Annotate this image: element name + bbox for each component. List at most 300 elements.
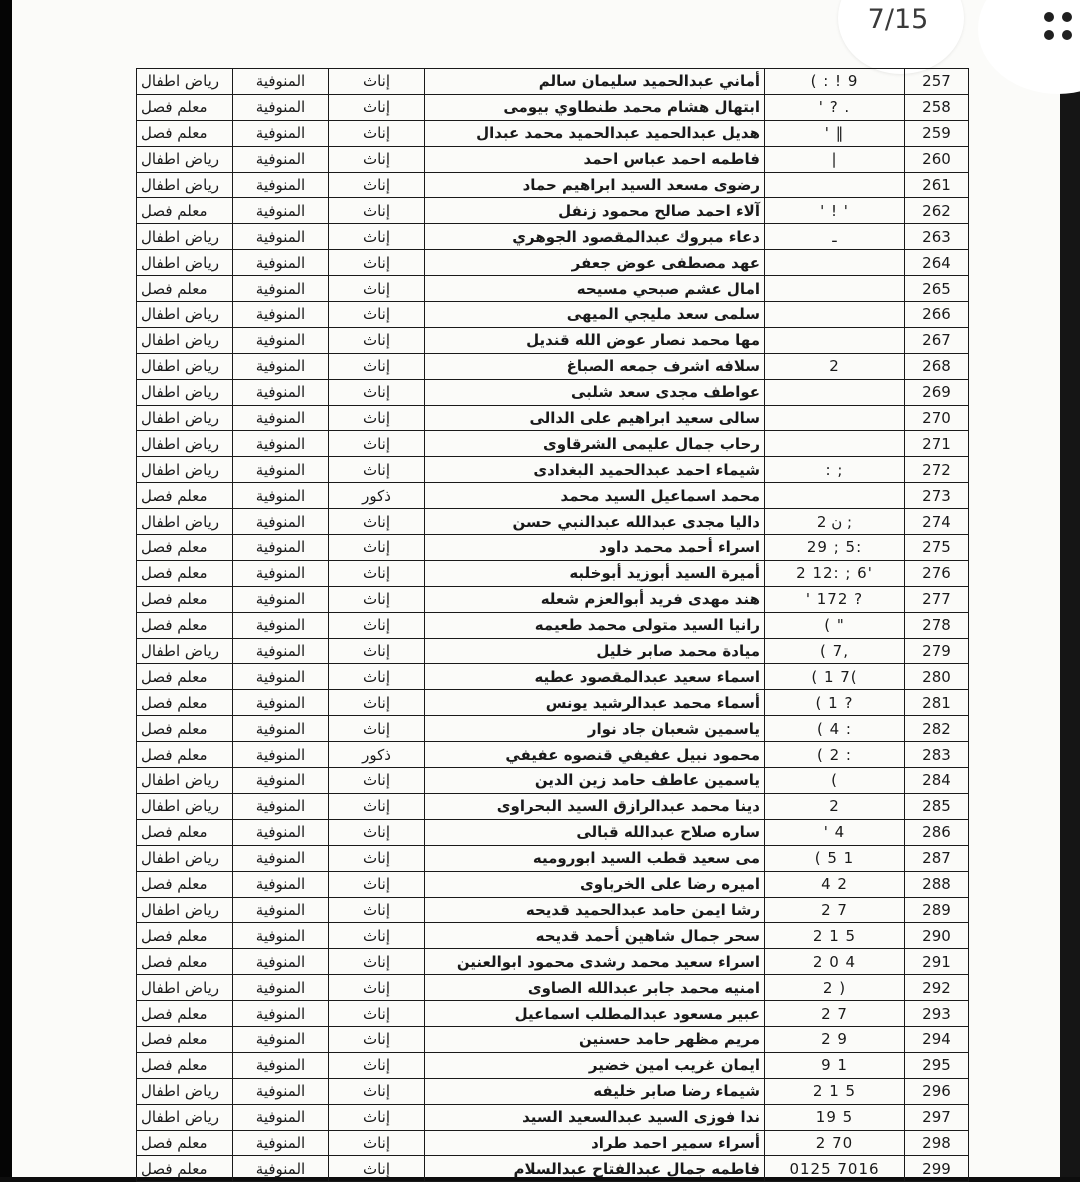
gender-cell: إناث [329,897,425,923]
row-number-cell: 270 [905,405,969,431]
row-number-cell: 295 [905,1052,969,1078]
table-row [137,327,969,353]
national-id-cell: ( [765,768,905,794]
governorate-cell: المنوفية [233,457,329,483]
governorate-cell: المنوفية [233,276,329,302]
job-cell: معلم فصل [137,949,233,975]
governorate-cell: المنوفية [233,1026,329,1052]
table-row [137,664,969,690]
row-number-cell: 267 [905,327,969,353]
table-row [137,1052,969,1078]
table-row [137,69,969,95]
job-cell: معلم فصل [137,535,233,561]
name-cell: هند مهدى فريد أبوالعزم شعله [425,586,765,612]
national-id-cell: ( 1 ? [765,690,905,716]
job-cell: رياض اطفال [137,431,233,457]
row-number-cell: 283 [905,742,969,768]
national-id-cell [765,483,905,509]
gender-cell: إناث [329,923,425,949]
name-cell: عبير مسعود عبدالمطلب اسماعيل [425,1001,765,1027]
job-cell: معلم فصل [137,94,233,120]
national-id-cell: 2 12: ; 6' [765,560,905,586]
table-row [137,431,969,457]
gender-cell: إناث [329,768,425,794]
governorate-cell: المنوفية [233,120,329,146]
row-number-cell: 260 [905,146,969,172]
table-row [137,742,969,768]
gender-cell: إناث [329,405,425,431]
job-cell: رياض اطفال [137,897,233,923]
table-row [137,845,969,871]
table-row [137,612,969,638]
more-options-icon[interactable] [1040,10,1076,46]
job-cell: رياض اطفال [137,250,233,276]
table-row [137,276,969,302]
national-id-cell: 2 1 5 [765,1078,905,1104]
governorate-cell: المنوفية [233,586,329,612]
job-cell: معلم فصل [137,1001,233,1027]
governorate-cell: المنوفية [233,509,329,535]
national-id-cell: 4 2 [765,871,905,897]
table-row [137,871,969,897]
job-cell: معلم فصل [137,716,233,742]
name-cell: محمد اسماعيل السيد محمد [425,483,765,509]
governorate-cell: المنوفية [233,198,329,224]
national-id-cell: 9 1 [765,1052,905,1078]
job-cell: رياض اطفال [137,509,233,535]
gender-cell: إناث [329,69,425,95]
row-number-cell: 263 [905,224,969,250]
job-cell: رياض اطفال [137,379,233,405]
gender-cell: إناث [329,1104,425,1130]
table-row [137,638,969,664]
job-cell: معلم فصل [137,483,233,509]
job-cell: رياض اطفال [137,1078,233,1104]
name-cell: مى سعيد قطب السيد ابوروميه [425,845,765,871]
row-number-cell: 278 [905,612,969,638]
name-cell: دينا محمد عبدالرازق السيد البحراوى [425,793,765,819]
national-id-cell: ' 172 ? [765,586,905,612]
governorate-cell: المنوفية [233,250,329,276]
gender-cell: إناث [329,690,425,716]
table-row [137,250,969,276]
gender-cell: إناث [329,1078,425,1104]
job-cell: معلم فصل [137,1156,233,1182]
national-id-cell [765,250,905,276]
governorate-cell: المنوفية [233,353,329,379]
job-cell: معلم فصل [137,690,233,716]
row-number-cell: 277 [905,586,969,612]
table-row [137,94,969,120]
row-number-cell: 257 [905,69,969,95]
job-cell: معلم فصل [137,560,233,586]
job-cell: معلم فصل [137,664,233,690]
governorate-cell: المنوفية [233,405,329,431]
gender-cell: إناث [329,276,425,302]
roster-table [136,68,969,1182]
table-row [137,1001,969,1027]
row-number-cell: 258 [905,94,969,120]
row-number-cell: 289 [905,897,969,923]
national-id-cell [765,327,905,353]
governorate-cell: المنوفية [233,949,329,975]
name-cell: أميرة السيد أبوزيد أبوخلبه [425,560,765,586]
table-row [137,1026,969,1052]
governorate-cell: المنوفية [233,975,329,1001]
national-id-cell [765,172,905,198]
row-number-cell: 280 [905,664,969,690]
gender-cell: إناث [329,975,425,1001]
name-cell: سحر جمال شاهين أحمد قديحه [425,923,765,949]
governorate-cell: المنوفية [233,793,329,819]
row-number-cell: 272 [905,457,969,483]
job-cell: معلم فصل [137,586,233,612]
row-number-cell: 274 [905,509,969,535]
job-cell: رياض اطفال [137,1104,233,1130]
table-row [137,690,969,716]
name-cell: امال عشم صبحي مسيحه [425,276,765,302]
viewer-right-edge [1060,90,1080,1177]
job-cell: رياض اطفال [137,327,233,353]
name-cell: أسماء محمد عبدالرشيد يونس [425,690,765,716]
job-cell: رياض اطفال [137,457,233,483]
job-cell: معلم فصل [137,1130,233,1156]
gender-cell: إناث [329,560,425,586]
table-row [137,1078,969,1104]
table-row [137,457,969,483]
row-number-cell: 264 [905,250,969,276]
national-id-cell [765,379,905,405]
row-number-cell: 290 [905,923,969,949]
table-row [137,793,969,819]
row-number-cell: 293 [905,1001,969,1027]
name-cell: سلافه اشرف جمعه الصباغ [425,353,765,379]
page-indicator: 7/15 [867,4,929,35]
row-number-cell: 298 [905,1130,969,1156]
row-number-cell: 279 [905,638,969,664]
national-id-cell [765,302,905,328]
name-cell: امنيه محمد جابر عبدالله الصاوى [425,975,765,1001]
gender-cell: ذكور [329,483,425,509]
national-id-cell: ' ‖ [765,120,905,146]
gender-cell: إناث [329,509,425,535]
table-row [137,146,969,172]
name-cell: دعاء مبروك عبدالمقصود الجوهري [425,224,765,250]
national-id-cell: 2 [765,353,905,379]
national-id-cell: 2 ) [765,975,905,1001]
name-cell: محمود نبيل عفيفي قنصوه عفيفي [425,742,765,768]
table-row [137,302,969,328]
gender-cell: إناث [329,586,425,612]
governorate-cell: المنوفية [233,768,329,794]
governorate-cell: المنوفية [233,69,329,95]
national-id-cell: ' ! ' [765,198,905,224]
gender-cell: إناث [329,120,425,146]
governorate-cell: المنوفية [233,1078,329,1104]
governorate-cell: المنوفية [233,94,329,120]
governorate-cell: المنوفية [233,1130,329,1156]
national-id-cell: 2 7 [765,1001,905,1027]
national-id-cell: 2 70 [765,1130,905,1156]
row-number-cell: 285 [905,793,969,819]
gender-cell: إناث [329,224,425,250]
row-number-cell: 287 [905,845,969,871]
gender-cell: إناث [329,94,425,120]
governorate-cell: المنوفية [233,664,329,690]
job-cell: رياض اطفال [137,638,233,664]
governorate-cell: المنوفية [233,1001,329,1027]
table-row [137,353,969,379]
table-row [137,172,969,198]
national-id-cell: 0125 7016 [765,1156,905,1182]
governorate-cell: المنوفية [233,742,329,768]
job-cell: معلم فصل [137,819,233,845]
national-id-cell: ( : ! 9 [765,69,905,95]
table-row [137,1104,969,1130]
national-id-cell: ( " [765,612,905,638]
name-cell: اميره رضا على الخرباوى [425,871,765,897]
name-cell: ابتهال هشام محمد طنطاوي بيومى [425,94,765,120]
table-row [137,768,969,794]
gender-cell: إناث [329,819,425,845]
name-cell: رحاب جمال عليمى الشرقاوى [425,431,765,457]
name-cell: سلمى سعد مليجي الميهى [425,302,765,328]
job-cell: رياض اطفال [137,975,233,1001]
gender-cell: إناث [329,612,425,638]
name-cell: أسراء سمير احمد طراد [425,1130,765,1156]
national-id-cell: 2 1 5 [765,923,905,949]
national-id-cell [765,431,905,457]
national-id-cell: ( 5 1 [765,845,905,871]
row-number-cell: 296 [905,1078,969,1104]
gender-cell: إناث [329,1026,425,1052]
national-id-cell: ( 7, [765,638,905,664]
gender-cell: إناث [329,198,425,224]
governorate-cell: المنوفية [233,819,329,845]
job-cell: معلم فصل [137,923,233,949]
governorate-cell: المنوفية [233,146,329,172]
national-id-cell: ( 1 7( [765,664,905,690]
row-number-cell: 281 [905,690,969,716]
name-cell: هديل عبدالحميد عبدالحميد محمد عبدال [425,120,765,146]
gender-cell: إناث [329,535,425,561]
row-number-cell: 284 [905,768,969,794]
national-id-cell: ' ? . [765,94,905,120]
gender-cell: إناث [329,457,425,483]
row-number-cell: 265 [905,276,969,302]
governorate-cell: المنوفية [233,871,329,897]
name-cell: شيماء رضا صابر خليفه [425,1078,765,1104]
gender-cell: إناث [329,250,425,276]
gender-cell: إناث [329,353,425,379]
table-row [137,586,969,612]
gender-cell: إناث [329,302,425,328]
national-id-cell [765,276,905,302]
job-cell: معلم فصل [137,612,233,638]
gender-cell: إناث [329,664,425,690]
name-cell: أماني عبدالحميد سليمان سالم [425,69,765,95]
roster-body [137,69,969,1182]
governorate-cell: المنوفية [233,923,329,949]
table-row [137,198,969,224]
governorate-cell: المنوفية [233,172,329,198]
job-cell: رياض اطفال [137,845,233,871]
name-cell: داليا مجدى عبدالله عبدالنبي حسن [425,509,765,535]
gender-cell: إناث [329,1130,425,1156]
name-cell: فاطمه احمد عباس احمد [425,146,765,172]
table-row [137,1130,969,1156]
gender-cell: إناث [329,793,425,819]
table-row [137,483,969,509]
table-row [137,975,969,1001]
governorate-cell: المنوفية [233,612,329,638]
governorate-cell: المنوفية [233,302,329,328]
gender-cell: إناث [329,716,425,742]
job-cell: معلم فصل [137,871,233,897]
table-row [137,716,969,742]
national-id-cell: 29 ; 5: [765,535,905,561]
job-cell: رياض اطفال [137,405,233,431]
governorate-cell: المنوفية [233,1052,329,1078]
national-id-cell: ـ [765,224,905,250]
job-cell: رياض اطفال [137,172,233,198]
job-cell: معلم فصل [137,120,233,146]
name-cell: رشا ايمن حامد عبدالحميد قديحه [425,897,765,923]
national-id-cell: : ; [765,457,905,483]
governorate-cell: المنوفية [233,560,329,586]
row-number-cell: 286 [905,819,969,845]
table-row [137,405,969,431]
gender-cell: إناث [329,1156,425,1182]
name-cell: ندا فوزى السيد عبدالسعيد السيد [425,1104,765,1130]
national-id-cell [765,405,905,431]
national-id-cell: 2 [765,793,905,819]
viewer-left-edge [0,0,12,1177]
name-cell: رضوى مسعد السيد ابراهيم حماد [425,172,765,198]
job-cell: معلم فصل [137,198,233,224]
job-cell: رياض اطفال [137,768,233,794]
name-cell: عهد مصطفى عوض جعفر [425,250,765,276]
row-number-cell: 275 [905,535,969,561]
gender-cell: إناث [329,379,425,405]
gender-cell: إناث [329,1001,425,1027]
table-row [137,897,969,923]
table-row [137,120,969,146]
job-cell: رياض اطفال [137,353,233,379]
governorate-cell: المنوفية [233,483,329,509]
row-number-cell: 288 [905,871,969,897]
national-id-cell: ( 4 : [765,716,905,742]
table-row [137,819,969,845]
gender-cell: إناث [329,845,425,871]
governorate-cell: المنوفية [233,716,329,742]
national-id-cell: ( 2 : [765,742,905,768]
name-cell: ميادة محمد صابر خليل [425,638,765,664]
name-cell: عواطف مجدى سعد شلبى [425,379,765,405]
name-cell: مها محمد نصار عوض الله قنديل [425,327,765,353]
name-cell: شيماء احمد عبدالحميد البغدادى [425,457,765,483]
table-row [137,535,969,561]
job-cell: رياض اطفال [137,69,233,95]
row-number-cell: 282 [905,716,969,742]
gender-cell: إناث [329,949,425,975]
governorate-cell: المنوفية [233,224,329,250]
governorate-cell: المنوفية [233,431,329,457]
national-id-cell: | [765,146,905,172]
name-cell: فاطمه جمال عبدالفتاح عبدالسلام [425,1156,765,1182]
row-number-cell: 276 [905,560,969,586]
gender-cell: إناث [329,431,425,457]
governorate-cell: المنوفية [233,1156,329,1182]
gender-cell: إناث [329,146,425,172]
job-cell: رياض اطفال [137,146,233,172]
governorate-cell: المنوفية [233,327,329,353]
row-number-cell: 271 [905,431,969,457]
national-id-cell: 2 0 4 [765,949,905,975]
row-number-cell: 294 [905,1026,969,1052]
name-cell: رانيا السيد متولى محمد طعيمه [425,612,765,638]
row-number-cell: 259 [905,120,969,146]
governorate-cell: المنوفية [233,379,329,405]
row-number-cell: 262 [905,198,969,224]
name-cell: ايمان غريب امين خضير [425,1052,765,1078]
table-row [137,379,969,405]
national-id-cell: ' 4 [765,819,905,845]
row-number-cell: 268 [905,353,969,379]
name-cell: ياسمين شعبان جاد نوار [425,716,765,742]
job-cell: رياض اطفال [137,793,233,819]
governorate-cell: المنوفية [233,638,329,664]
row-number-cell: 261 [905,172,969,198]
job-cell: رياض اطفال [137,302,233,328]
gender-cell: إناث [329,1052,425,1078]
row-number-cell: 297 [905,1104,969,1130]
name-cell: اسراء أحمد محمد داود [425,535,765,561]
job-cell: معلم فصل [137,742,233,768]
governorate-cell: المنوفية [233,897,329,923]
row-number-cell: 292 [905,975,969,1001]
table-row [137,224,969,250]
gender-cell: إناث [329,327,425,353]
table-row [137,1156,969,1182]
table-row [137,923,969,949]
gender-cell: إناث [329,172,425,198]
row-number-cell: 269 [905,379,969,405]
name-cell: اسماء سعيد عبدالمقصود عطيه [425,664,765,690]
name-cell: سالى سعيد ابراهيم على الدالى [425,405,765,431]
table-row [137,949,969,975]
national-id-cell: 19 5 [765,1104,905,1130]
job-cell: رياض اطفال [137,224,233,250]
gender-cell: ذكور [329,742,425,768]
governorate-cell: المنوفية [233,535,329,561]
name-cell: اسراء سعيد محمد رشدى محمود ابوالعنين [425,949,765,975]
job-cell: معلم فصل [137,276,233,302]
table-row [137,509,969,535]
governorate-cell: المنوفية [233,690,329,716]
job-cell: معلم فصل [137,1052,233,1078]
name-cell: آلاء احمد صالح محمود زنفل [425,198,765,224]
row-number-cell: 266 [905,302,969,328]
row-number-cell: 291 [905,949,969,975]
gender-cell: إناث [329,871,425,897]
national-id-cell: ن 2 ; [765,509,905,535]
row-number-cell: 273 [905,483,969,509]
name-cell: مريم مظهر حامد حسنين [425,1026,765,1052]
governorate-cell: المنوفية [233,1104,329,1130]
job-cell: معلم فصل [137,1026,233,1052]
name-cell: ساره صلاح عبدالله قبالى [425,819,765,845]
